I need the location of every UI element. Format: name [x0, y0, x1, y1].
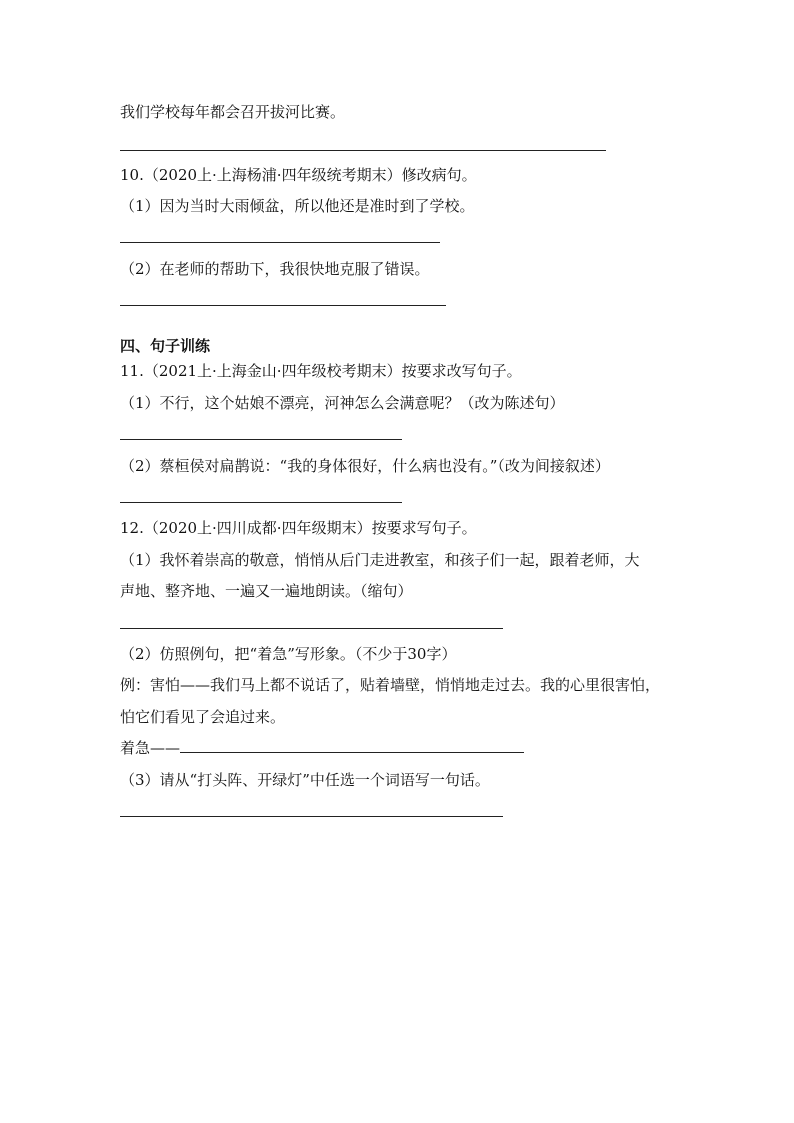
q11-title: 11.（2021上·上海金山·四年级校考期末）按要求改写句子。: [120, 362, 522, 380]
section-heading: 四、句子训练: [120, 337, 211, 355]
q11-item-2: （2）蔡桓侯对扁鹊说：“我的身体很好，什么病也没有。”（改为间接叙述）: [120, 457, 610, 475]
q12-fill-row: [120, 738, 524, 758]
q10-title: 10.（2020上·上海杨浦·四年级统考期末）修改病句。: [120, 166, 477, 184]
q12-fill-prefix: 着急——: [120, 739, 181, 757]
q10-item-2: （2）在老师的帮助下，我很快地克服了错误。: [120, 260, 430, 278]
q12-title: 12.（2020上·四川成都·四年级期末）按要求写句子。: [120, 519, 477, 537]
q11-item-1: （1）不行，这个姑娘不漂亮，河神怎么会满意呢？（改为陈述句）: [120, 394, 565, 412]
q12-item-1-line-1: （1）我怀着崇高的敬意，悄悄从后门走进教室，和孩子们一起，跟着老师，大: [120, 551, 640, 569]
q9-sentence: 我们学校每年都会召开拔河比赛。: [120, 103, 346, 121]
q12-example-line-1: 例：害怕——我们马上都不说话了，贴着墙壁，悄悄地走过去。我的心里很害怕，: [120, 676, 661, 694]
q10-item-2-answer-line[interactable]: [120, 305, 446, 306]
q10-item-1-answer-line[interactable]: [120, 242, 440, 243]
q12-item-2: （2）仿照例句，把“着急”写形象。（不少于30字）: [120, 645, 457, 663]
q12-fill-answer-line[interactable]: [180, 738, 524, 753]
q12-example-line-2: 怕它们看见了会追过来。: [120, 708, 286, 726]
q10-item-1: （1）因为当时大雨倾盆，所以他还是准时到了学校。: [120, 197, 475, 215]
q12-item-1-line-2: 声地、整齐地、一遍又一遍地朗读。（缩句）: [120, 582, 413, 600]
q11-item-2-answer-line[interactable]: [120, 502, 402, 503]
q12-item-1-answer-line[interactable]: [120, 628, 503, 629]
q9-answer-line[interactable]: [120, 150, 606, 151]
q11-item-1-answer-line[interactable]: [120, 439, 402, 440]
q12-item-3-answer-line[interactable]: [120, 816, 503, 817]
q12-item-3: （3）请从“打头阵、开绿灯”中任选一个词语写一句话。: [120, 771, 490, 789]
